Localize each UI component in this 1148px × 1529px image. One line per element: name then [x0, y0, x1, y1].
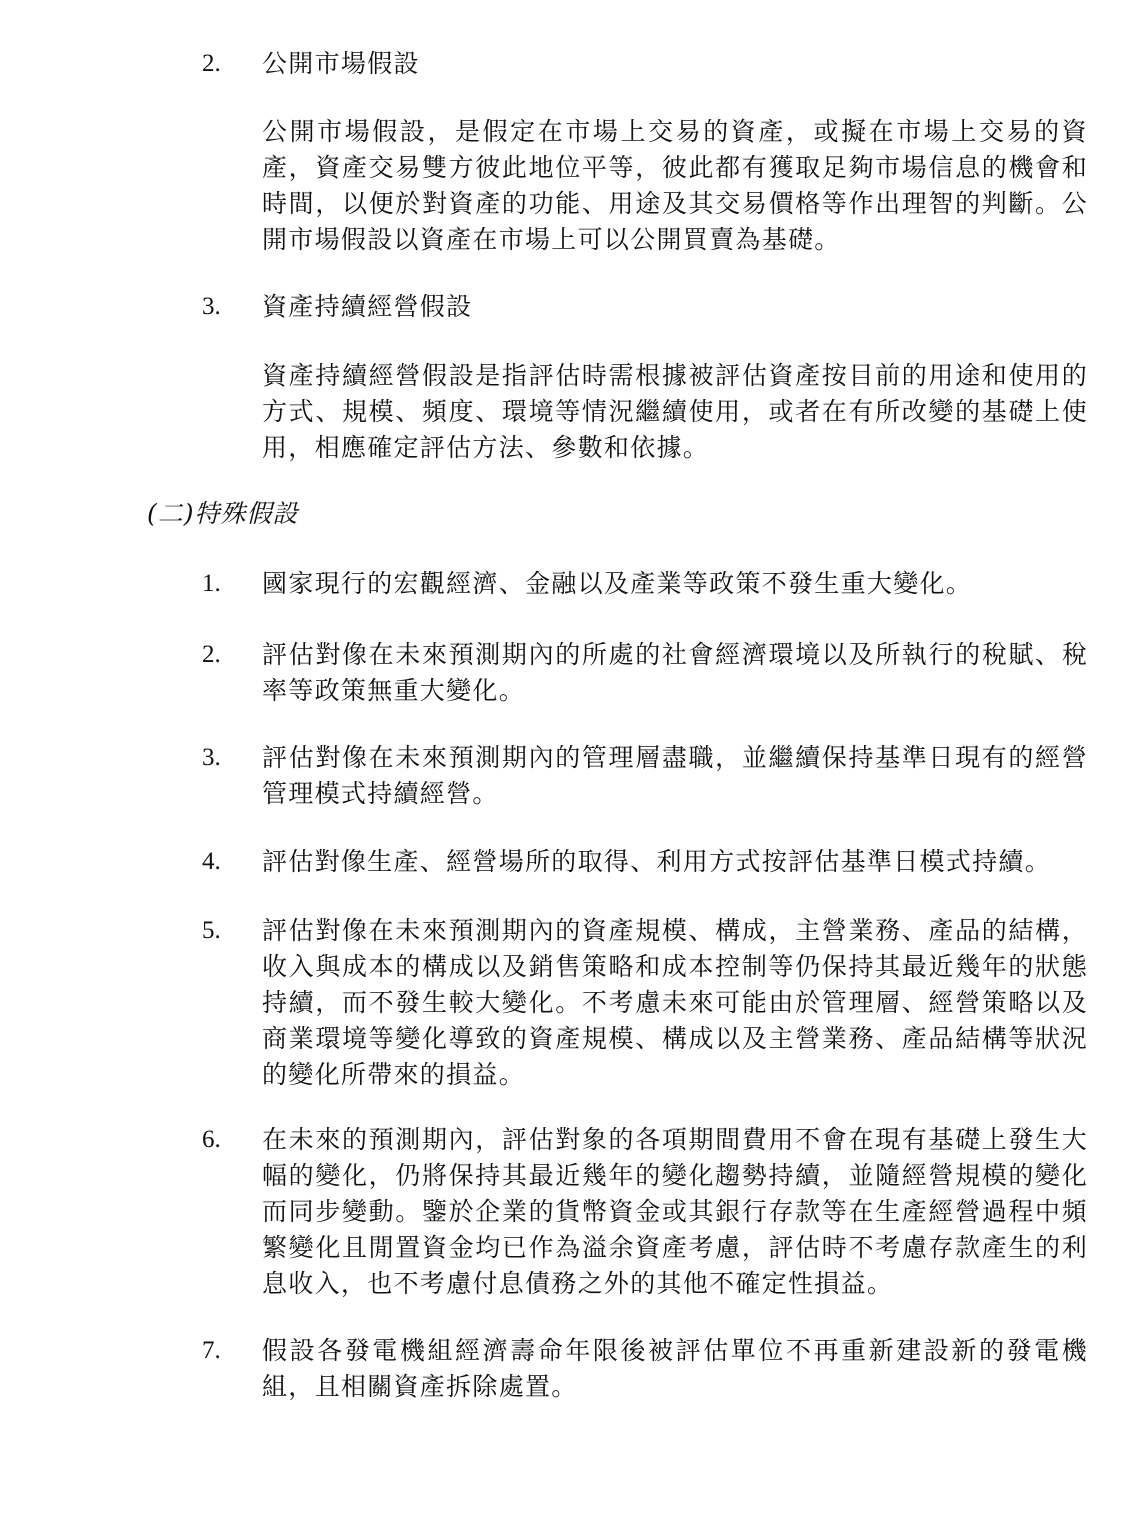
section-heading-special-assumptions: (二)特殊假設 — [147, 499, 299, 528]
item-number: 5. — [202, 917, 221, 944]
item-text: 國家現行的宏觀經濟、金融以及產業等政策不發生重大變化。 — [262, 569, 973, 598]
item-text: 假設各發電機組經濟壽命年限後被評估單位不再重新建設新的發電機組，且相關資產拆除處置。 — [262, 1336, 1088, 1401]
general-assumption-2-body: 公開市場假設，是假定在市場上交易的資產，或擬在市場上交易的資產，資產交易雙方彼此地位平等，彼此都有獲取足夠市場信息的機會和時間，以便於對資產的功能、用途及其交易價格等作出理智的判斷。公開市場假設以資產在市場上可以公開買賣為基礎。 — [262, 117, 1088, 254]
item-text: 評估對像在未來預測期內的資產規模、構成，主營業務、產品的結構，收入與成本的構成以及銷售策略和成本控制等仍保持其最近幾年的狀態持續，而不發生較大變化。不考慮未來可能由於管理層、經營策略以及商業環境等變化導致的資產規模、構成以及主營業務、產品結構等狀況的變化所帶來的損益。 — [262, 916, 1088, 1089]
item-number: 2. — [202, 641, 221, 668]
item-number: 7. — [202, 1337, 221, 1364]
item-number: 2. — [202, 50, 221, 77]
item-number: 4. — [202, 848, 221, 875]
item-heading: 資產持續經營假設 — [262, 292, 473, 321]
item-heading: 公開市場假設 — [262, 49, 420, 78]
item-number: 6. — [202, 1126, 221, 1153]
item-text: 在未來的預測期內，評估對象的各項期間費用不會在現有基礎上發生大幅的變化，仍將保持其最近幾年的變化趨勢持續，並隨經營規模的變化而同步變動。鑒於企業的貨幣資金或其銀行存款等在生產經營過程中頻繁變化且閒置資金均已作為溢余資產考慮，評估時不考慮存款產生的利息收入，也不考慮付息債務之外的其他不確定性損益。 — [262, 1125, 1088, 1298]
item-number: 3. — [202, 744, 221, 771]
item-number: 1. — [202, 570, 221, 597]
item-text: 評估對像在未來預測期內的管理層盡職，並繼續保持基準日現有的經營管理模式持續經營。 — [262, 743, 1088, 808]
item-number: 3. — [202, 293, 221, 320]
general-assumption-3-body: 資產持續經營假設是指評估時需根據被評估資產按目前的用途和使用的方式、規模、頻度、環境等情況繼續使用，或者在有所改變的基礎上使用，相應確定評估方法、參數和依據。 — [262, 361, 1088, 462]
item-text: 評估對像在未來預測期內的所處的社會經濟環境以及所執行的稅賦、稅率等政策無重大變化。 — [262, 640, 1088, 705]
item-text: 評估對像生產、經營場所的取得、利用方式按評估基準日模式持續。 — [262, 847, 1052, 876]
